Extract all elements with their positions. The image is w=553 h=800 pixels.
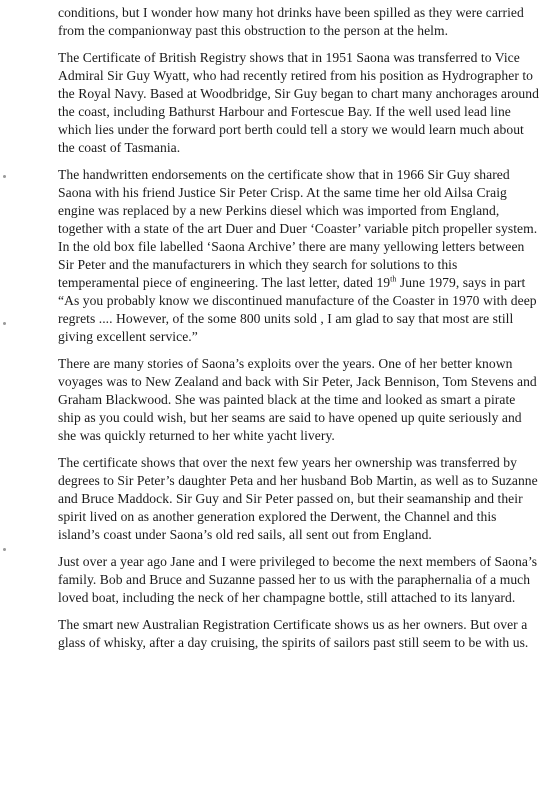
- paragraph-3-part-1: The handwritten endorsements on the certificate show that in 1966 Sir Guy shared Saona with his friend Justice Sir Peter Crisp. At the same time her old Ailsa Craig engine was replaced by a new Perkins diesel which was imported from England, together with a state of the art Duer and Duer ‘Coaster’ variable pitch propeller system. In the old box file labelled ‘Saona Archive’ there are many yellowing letters between Sir Peter and the manufacturers in which they search for solutions to this temperamental piece of engineering. The last letter, dated 19: [58, 167, 538, 290]
- body-text: [58, 0, 540, 661]
- paragraph-7: The smart new Australian Registration Certificate shows us as her owners. But over a glass of whisky, after a day cruising, the spirits of sailors past still seem to be with us.: [58, 617, 529, 650]
- paragraph-3-part-2: June 1979, says in part “As you probably know we discontinued manufacture of the Coaster in 1970 with deep regrets .... However, of the some 800 units sold , I am glad to say that most are still giving excellent service.”: [58, 275, 537, 344]
- paragraph-3: [58, 166, 540, 346]
- paragraph-2: The Certificate of British Registry shows that in 1951 Saona was transferred to Vice Admiral Sir Guy Wyatt, who had recently retired from his position as Hydrographer to the Royal Navy. Based at Woodbridge, Sir Guy began to chart many anchorages around the coast, including Bathurst Harbour and Fortescue Bay. If the well used lead line which lies under the forward port berth could tell a story we would learn much about the coast of Tasmania.: [58, 50, 539, 155]
- paragraph-1: conditions, but I wonder how many hot drinks have been spilled as they were carried from the companionway past this obstruction to the person at the helm.: [58, 5, 524, 38]
- margin-speck: [3, 548, 6, 551]
- margin-speck: [3, 175, 6, 178]
- paragraph-6: Just over a year ago Jane and I were privileged to become the next members of Saona’s family. Bob and Bruce and Suzanne passed her to us with the paraphernalia of a much loved boat, including the neck of her champagne bottle, still attached to its lanyard.: [58, 554, 538, 605]
- paragraph-5: The certificate shows that over the next few years her ownership was transferred by degrees to Sir Peter’s daughter Peta and her husband Bob Martin, as well as to Suzanne and Bruce Maddock. Sir Guy and Sir Peter passed on, but their seamanship and their spirit lived on as another generation explored the Derwent, the Channel and this island’s coast under Saona’s old red sails, all sent out from England.: [58, 455, 538, 542]
- ordinal-suffix: th: [390, 274, 397, 284]
- margin-speck: [3, 322, 6, 325]
- paragraph-4: There are many stories of Saona’s exploits over the years. One of her better known voyages was to New Zealand and back with Sir Peter, Jack Bennison, Tom Stevens and Graham Blackwood. She was painted black at the time and looked as smart a pirate ship as you could wish, but her seams are said to have opened up quite seriously and she was quickly returned to her white yacht livery.: [58, 356, 537, 443]
